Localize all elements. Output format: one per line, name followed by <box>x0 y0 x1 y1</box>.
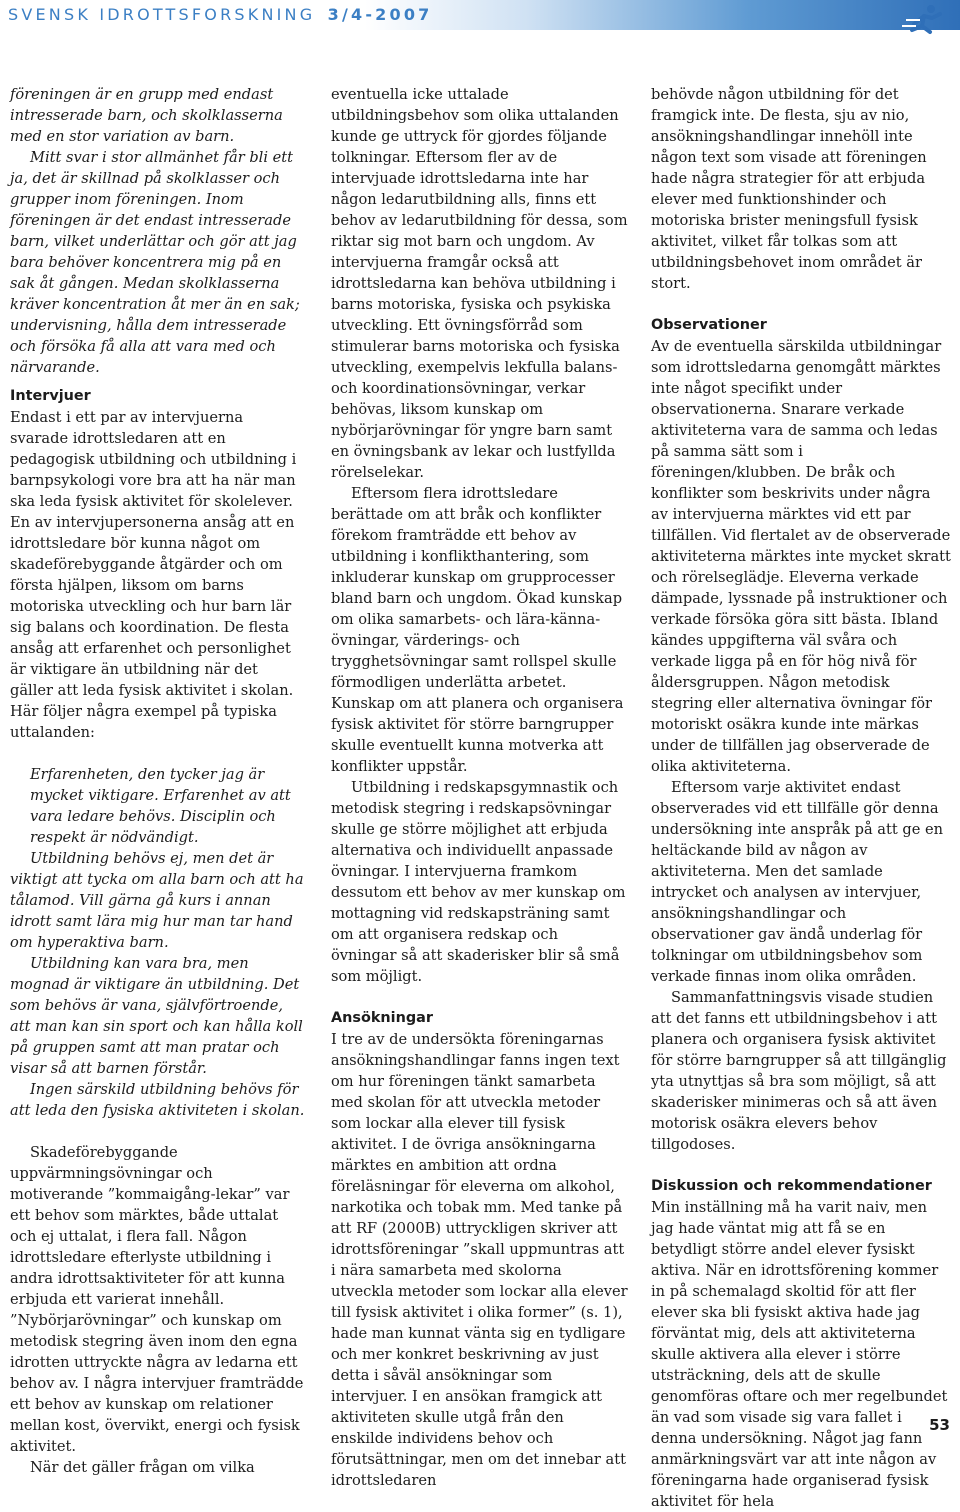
article-column-2 <box>331 84 628 1491</box>
header-bar <box>0 0 960 30</box>
body-paragraph: eventuella icke uttalade utbildningsbehov som olika uttalanden kunde ge uttryck för gjordes följande tolkningar. Eftersom fler av de intervjuade idrottsledarna inte har någon ledarutbildning alls, finns ett behov av ledarutbildning för dessa, som riktar sig mot barn och ungdom. Av intervjuerna framgår också att idrottsledarna kan behöva utbildning i barns motoriska, fysiska och psykiska utveckling. Ett övningsförråd som stimulerar barns motoriska och fysiska utveckling, exempelvis lekfulla balans- och koordinationsövningar, verkar behövas, liksom kunskap om nybörjarövningar för yngre barn samt en övningsbank av lekar och lustfyllda rörelselekar. <box>331 86 628 481</box>
article-column-3 <box>651 84 951 1512</box>
body-paragraph: När det gäller frågan om vilka <box>30 1459 255 1476</box>
magazine-issue: 3/4-2007 <box>327 5 433 24</box>
interview-quote: föreningen är en grupp med endast intresserade barn, och skolklasserna med en stor variation av barn. <box>10 86 283 145</box>
article-column-1 <box>10 84 305 1478</box>
interview-quote: Utbildning kan vara bra, men mognad är viktigare än utbildning. Det som behövs är vana, självförtroende, att man kan sin sport och kan hålla koll på gruppen samt att man pratar och visar så att barnen förstår. <box>10 955 303 1077</box>
body-paragraph: Min inställning må ha varit naiv, men jag hade väntat mig att få se en betydligt större andel elever fysiskt aktiva. När en idrottsförening kommer in på schemalagd skoltid för att fler elever ska bli fysiskt aktiva hade jag förväntat mig, dels att aktiviteterna skulle aktivera alla elever i större utsträckning, dels att de skulle genomföras oftare och mer regelbundet än vad som visade sig vara fallet i denna undersökning. Något jag fann anmärkningsvärt var att inte någon av föreningarna hade organiserad fysisk aktivitet för hela <box>651 1199 948 1510</box>
body-paragraph: Utbildning i redskapsgymnastik och metodisk stegring i redskapsövningar skulle ge större möjlighet att erbjuda alternativa och individuellt anpassade övningar. I intervjuerna framkom dessutom ett behov av mer kunskap om mottagning vid redskapsträning samt om att organisera redskap och övningar så att skaderisker blir så små som möjligt. <box>331 779 626 985</box>
interview-quote-text: Mitt svar i stor allmänhet får bli ett ja, det är skillnad på skolklasser och grupper inom föreningen. Inom föreningen är det endast intresserade barn, vilket underlättar och gör att jag bara behöver koncentrera mig på en sak åt gången. Medan skolklasserna kräver koncentration åt mer än en sak; undervisning, hålla dem intresserade och försöka få alla att vara med och närvarande. <box>10 149 300 376</box>
section-heading-diskussion: Diskussion och rekommendationer <box>651 1178 932 1194</box>
section-heading-ansokningar: Ansökningar <box>331 1010 433 1026</box>
body-paragraph: behövde någon utbildning för det framgick inte. De flesta, sju av nio, ansökningshandlingar innehöll inte någon text som visade att föreningen hade några strategier för att erbjuda elever med funktionshinder och motoriska brister meningsfull fysisk aktivitet, vilket får tolkas som att utbildningsbehovet inom området är stort. <box>651 86 927 292</box>
interview-quote: Ingen särskild utbildning behövs för att leda den fysiska aktiviteten i skolan. <box>10 1081 305 1119</box>
interview-quote: Erfarenheten, den tycker jag är mycket viktigare. Erfarenhet av att vara ledare behövs. Disciplin och respekt är nödvändigt. <box>30 766 291 846</box>
section-heading-intervjuer: Intervjuer <box>10 388 91 404</box>
body-paragraph: I tre av de undersökta föreningarnas ansökningshandlingar fanns ingen text om hur föreningen tänkt samarbeta med skolan för att utveckla metoder som lockar alla elever till fysisk aktivitet. I de övriga ansökningarna märktes en ambition att ordna föreläsningar för eleverna om alkohol, narkotika och tobak mm. Med tanke på att RF (2000B) uttryckligen skriver att idrottsföreningar ”skall uppmuntras att i nära samarbeta med skolorna utveckla metoder som lockar alla elever till fysisk aktivitet i olika former” (s. 1), hade man kunnat vänta sig en tydligare och mer konkret beskrivning av just detta i såväl ansökningar som intervjuer. I en ansökan framgick att aktiviteten skulle utgå från den enskilde individens behov och förutsättningar, men om det innebar att idrottsledaren <box>331 1031 628 1489</box>
section-heading-observationer: Observationer <box>651 317 767 333</box>
body-paragraph: Sammanfattningsvis visade studien att det fanns ett utbildningsbehov i att planera och organisera fysisk aktivitet för större barngrupper så att tillgänglig yta utnyttjas så bra som möjligt, så att skaderisker minimeras och så att även motorisk osäkra elevers behov tillgodoses. <box>651 989 947 1153</box>
running-figure-logo-icon <box>900 2 952 36</box>
body-paragraph: Eftersom varje aktivitet endast observerades vid ett tillfälle gör denna undersökning inte anspråk på att ge en heltäckande bild av någon av aktiviteterna. Men det samlade intrycket och analysen av intervjuer, ansökningshandlingar och observationer gav ändå underlag för tolkningar om utbildningsbehov som verkade finnas inom olika områden. <box>651 779 944 985</box>
body-paragraph: Eftersom flera idrottsledare berättade om att bråk och konflikter förekom framträdde ett behov av utbildning i konflikthantering, som inkluderar kunskap om grupprocesser bland barn och ungdom. Ökad kunskap om olika samarbets- och lära-känna-övningar, värderings- och trygghetsövningar samt rollspel skulle förmodligen underlätta arbetet. Kunskap om att planera och organisera fysisk aktivitet för större barngrupper skulle eventuellt kunna motverka att konflikter uppstår. <box>331 485 624 775</box>
page-number: 53 <box>929 1416 950 1434</box>
magazine-name: SVENSK IDROTTSFORSKNING <box>8 5 316 24</box>
body-paragraph: Skadeförebyggande uppvärmningsövningar och motiverande ”kommaigång-lekar” var ett behov som märktes, både uttalat och ej uttalat, i flera fall. Någon idrottsledare efterlyste utbildning i andra idrottsaktiviteter för att kunna erbjuda ett varierat innehåll. ”Nybörjarövningar” och kunskap om metodisk stegring även inom den egna idrotten uttryckte några av ledarna ett behov av. I några intervjuer framträdde ett behov av kunskap om relationer mellan kost, övervikt, energi och fysisk aktivitet. <box>10 1144 304 1455</box>
interview-quote: Utbildning behövs ej, men det är viktigt att tycka om alla barn och att ha tålamod. Vill gärna gå kurs i annan idrott samt lära mig hur man tar hand om hyperaktiva barn. <box>10 850 304 951</box>
body-paragraph: Endast i ett par av intervjuerna svarade idrottsledaren att en pedagogisk utbildning och utbildning i barnpsykologi vore bra att ha när man ska leda fysisk aktivitet för skolelever. En av intervjupersonerna ansåg att en idrottsledare bör kunna något om skadeförebyggande åtgärder och om första hjälpen, liksom om barns motoriska utveckling och hur barn lär sig balans och koordination. De flesta ansåg att erfarenhet och personlighet är viktigare än utbildning när det gäller att leda fysisk aktivitet i skolan. Här följer några exempel på typiska uttalanden: <box>10 409 297 741</box>
magazine-title <box>8 5 433 24</box>
interview-quote <box>10 147 305 378</box>
body-paragraph: Av de eventuella särskilda utbildningar som idrottsledarna genomgått märktes inte något specifikt under observationerna. Snarare verkade aktiviteterna vara de samma och ledas på samma sätt som i föreningen/klubben. De bråk och konflikter som beskrivits under några av intervjuerna märktes vid ett par tillfällen. Vid flertalet av de observerade aktiviteterna märktes inte mycket skratt och rörelseglädje. Eleverna verkade dämpade, lyssnade på instruktioner och verkade försöka göra sitt bästa. Ibland kändes uppgifterna väl svåra och verkade ligga på en för hög nivå för åldersgruppen. Någon metodisk stegring eller alternativa övningar för motoriskt osäkra kunde inte märkas under de tillfällen jag observerade de olika aktiviteterna. <box>651 338 951 775</box>
